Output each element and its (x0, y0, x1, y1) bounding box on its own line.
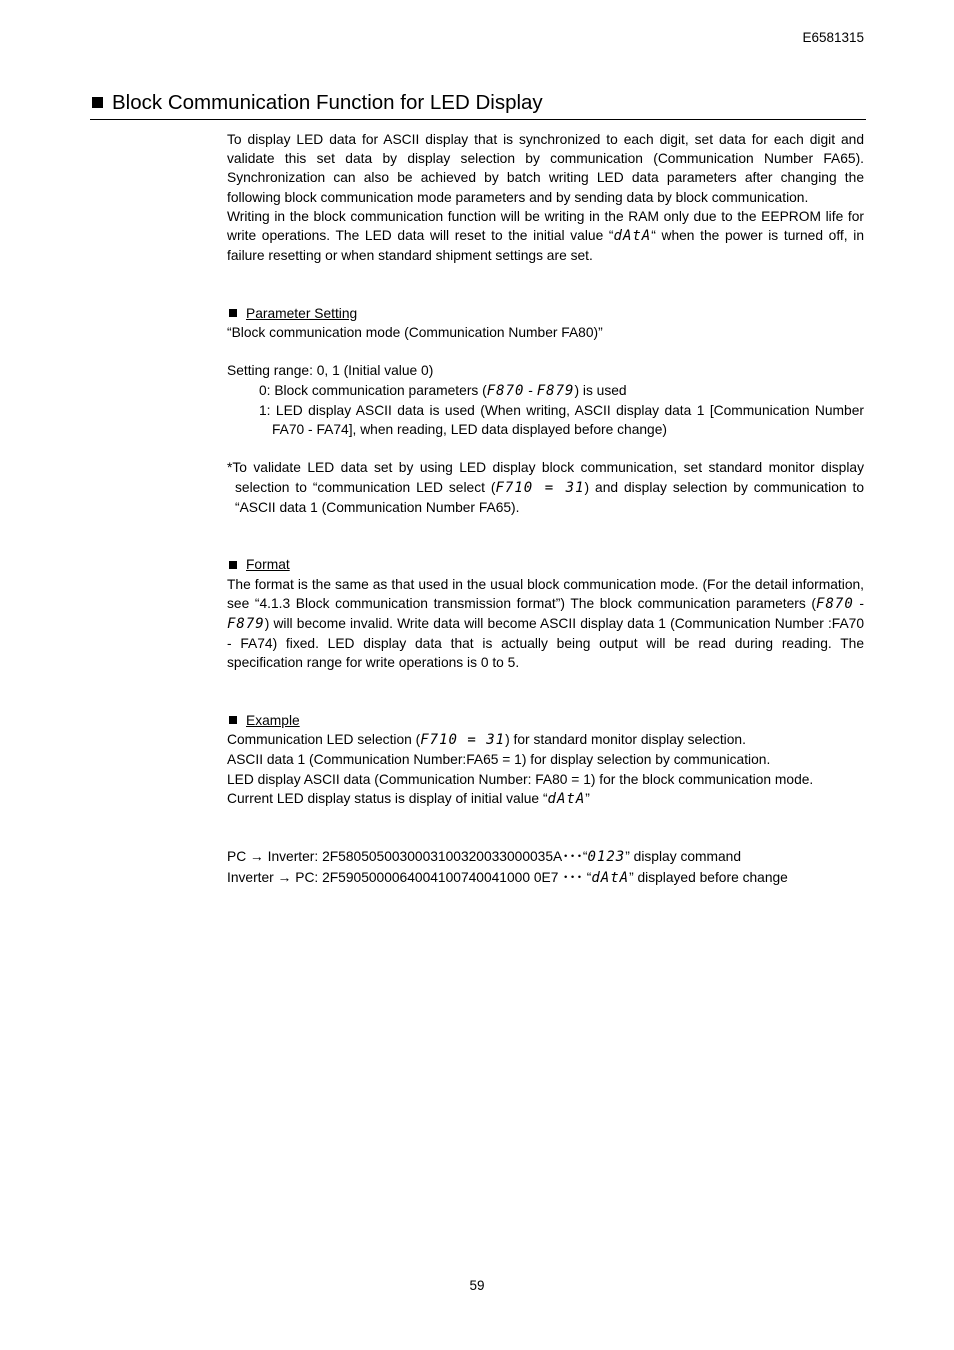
led-segment-text: dAtA (591, 869, 630, 886)
square-bullet-icon (229, 309, 237, 317)
led-segment-text: F870 (816, 595, 854, 612)
subheading-label: Parameter Setting (246, 305, 358, 321)
example-line-3: LED display ASCII data (Communication Number: FA80 = 1) for the block communication mode. (227, 771, 814, 787)
page-number: 59 (469, 1278, 485, 1293)
text-run: 0: Block communication parameters ( (259, 382, 487, 398)
text-run: - (853, 595, 864, 611)
pc-to-inverter-line (227, 847, 864, 867)
inverter-to-pc-line (227, 868, 864, 888)
example-line-4 (227, 789, 864, 809)
text-run: ) is used (574, 382, 627, 398)
document-id: E6581315 (802, 30, 864, 45)
format-paragraph (227, 575, 864, 673)
section-content (227, 130, 864, 888)
led-segment-text: F870 (486, 382, 525, 399)
text-run: Communication LED selection ( (227, 732, 421, 748)
section-title: Block Communication Function for LED Display (112, 91, 543, 114)
intro-paragraph-1: To display LED data for ASCII display that is synchronized to each digit, set data for each digit and validate this set data by display selection by communication (Communication Number FA65). Synchronization can also be achieved by batch writing LED data parameters after changing the following block communication mode parameters and by sending data by block communication. (227, 132, 864, 205)
validation-note (227, 458, 864, 517)
led-segment-text: dAtA (547, 790, 586, 807)
example-heading (227, 711, 864, 730)
text-run: - (524, 382, 537, 398)
text-run: Inverter → PC: 2F5905000064004100740041000 0E7 ･･･ “ (227, 869, 592, 885)
text-run: The format is the same as that used in the usual block communication mode. (For the detail information, see “4.1.3 Block communication transmission format”) The block communication parameters ( (227, 576, 864, 611)
subheading-label: Format (246, 557, 290, 573)
parameter-setting-heading (227, 304, 864, 323)
setting-range: Setting range: 0, 1 (Initial value 0) (227, 363, 434, 379)
text-run: ” display command (625, 849, 742, 865)
text-run: Writing in the block communication function will be writing in the RAM only due to the EEPROM life for write operations. The LED data will reset to the initial value “ (227, 208, 864, 244)
text-run: ) and display selection by communication to “ASCII data 1 (Communication Number FA65). (235, 479, 864, 515)
led-segment-text: dAtA (613, 228, 652, 245)
led-segment-text: F710 = 31 (420, 732, 506, 749)
section-heading (90, 90, 866, 120)
led-segment-text: F879 (536, 382, 575, 399)
text-run: ” displayed before change (629, 869, 788, 885)
led-segment-text: 0123 (587, 849, 626, 866)
example-line-2: ASCII data 1 (Communication Number:FA65 = 1) for display selection by communication. (227, 752, 771, 768)
text-run: ” (585, 790, 590, 806)
led-segment-text: F710 = 31 (495, 479, 585, 496)
square-bullet-icon (229, 561, 237, 569)
text-run: PC → Inverter: 2F5805050030003100320033000035A･･･“ (227, 849, 588, 865)
format-heading (227, 555, 864, 574)
square-bullet-icon (229, 716, 237, 724)
led-segment-text: F879 (227, 616, 265, 633)
intro-paragraph-2 (227, 207, 864, 266)
block-mode-line: “Block communication mode (Communication Number FA80)” (227, 325, 603, 341)
text-run: ) for standard monitor display selection. (505, 732, 746, 748)
square-bullet-icon (92, 97, 103, 108)
text-run: ) will become invalid. Write data will become ASCII display data 1 (Communication Number :FA70 - FA74) fixed. LED display data that is actually being output will be read during reading. The specification range for write operations is 0 to 5. (227, 616, 864, 671)
text-run: Current LED display status is display of initial value “ (227, 790, 548, 806)
subheading-label: Example (246, 713, 300, 729)
example-line-1 (227, 730, 864, 750)
option-0 (227, 381, 864, 401)
text-run: *To validate LED data set by using LED display block communication, set standard monitor display selection to “communication LED select ( (227, 460, 864, 495)
option-1: 1: LED display ASCII data is used (When writing, ASCII display data 1 [Communication Number FA70 - FA74], when reading, LED data displayed before change) (259, 402, 864, 438)
text-run: “ when the power is turned off, in failure resetting or when standard shipment settings are set. (227, 228, 864, 264)
